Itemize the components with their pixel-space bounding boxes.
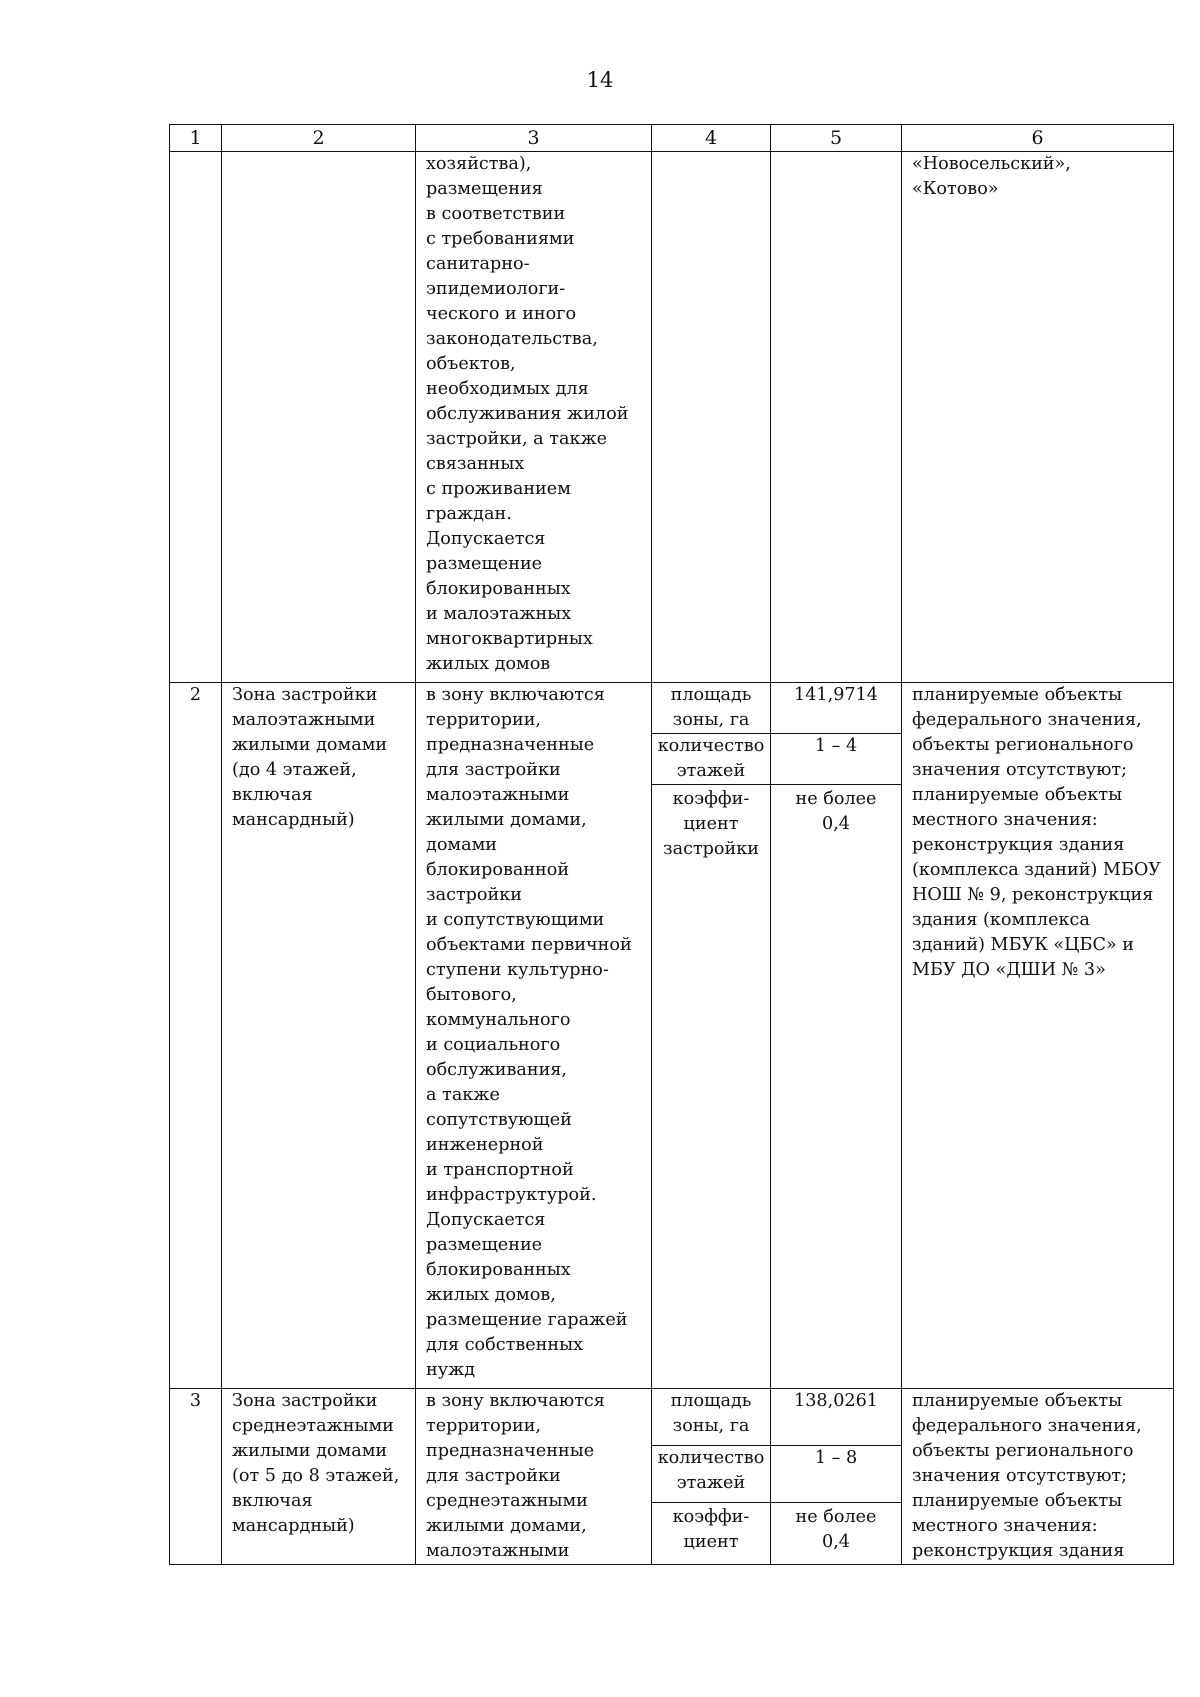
param-coef-label: коэффи- циент застройки [663, 789, 759, 859]
param-values [771, 152, 902, 683]
zone-name: Зона застройки среднеэтажными жилыми домами (от 5 до 8 этажей, включая мансардный) [222, 1389, 416, 1565]
param-floors-value: 1 – 4 [771, 734, 901, 785]
zone-description: в зону включаются территории, предназначенные для застройки малоэтажными жилыми домами, домами блокированной застройки и сопутствующими объектами первичной ступени культурно- бытового, коммунального и социального обслуживания, а также сопутствующей инженерной и транспортной инфраструктурой. Допускается размещение блокированных жилых домов, размещение гаражей для собственных нужд [416, 683, 652, 1389]
row-number: 3 [170, 1389, 222, 1565]
zone-note: планируемые объекты федерального значения, объекты регионального значения отсутствуют; планируемые объекты местного значения: реконструкция здания [902, 1389, 1174, 1565]
param-floors-label: количество этажей [652, 1446, 770, 1503]
param-floors-value: 1 – 8 [771, 1446, 901, 1503]
zone-name: Зона застройки малоэтажными жилыми домами (до 4 этажей, включая мансардный) [222, 683, 416, 1389]
page-number: 14 [586, 68, 614, 92]
param-values [771, 1389, 902, 1565]
param-coef-value: не более 0,4 [795, 1507, 877, 1552]
row-number [170, 152, 222, 683]
param-floors-label: количество этажей [652, 734, 770, 785]
row-number: 2 [170, 683, 222, 1389]
param-coef-value: не более 0,4 [795, 789, 877, 834]
param-coef-label: коэффи- циент [672, 1507, 750, 1552]
param-names [652, 1389, 771, 1565]
header-col-6: 6 [902, 125, 1174, 152]
zones-table [169, 124, 1174, 1565]
zone-name [222, 152, 416, 683]
header-col-2: 2 [222, 125, 416, 152]
table-row [170, 683, 1174, 1389]
table-row [170, 152, 1174, 683]
param-names [652, 152, 771, 683]
param-area-value: 141,9714 [771, 683, 901, 734]
param-values [771, 683, 902, 1389]
param-names [652, 683, 771, 1389]
zone-note: планируемые объекты федерального значения, объекты регионального значения отсутствуют; планируемые объекты местного значения: реконструкция здания (комплекса зданий) МБОУ НОШ № 9, реконструкция здания (комплекса зданий) МБУК «ЦБС» и МБУ ДО «ДШИ № 3» [902, 683, 1174, 1389]
zone-description: хозяйства), размещения в соответствии с требованиями санитарно- эпидемиологи- ческого и иного законодательства, объектов, необходимых для обслуживания жилой застройки, а также связанных с проживанием граждан. Допускается размещение блокированных и малоэтажных многоквартирных жилых домов [416, 152, 652, 683]
param-area-value: 138,0261 [771, 1389, 901, 1446]
param-area-label: площадь зоны, га [652, 683, 770, 734]
param-area-label: площадь зоны, га [652, 1389, 770, 1446]
header-col-3: 3 [416, 125, 652, 152]
header-col-5: 5 [771, 125, 902, 152]
zone-description: в зону включаются территории, предназначенные для застройки среднеэтажными жилыми домами, малоэтажными [416, 1389, 652, 1565]
zone-note: «Новосельский», «Котово» [902, 152, 1174, 683]
header-col-1: 1 [170, 125, 222, 152]
table-header-row [170, 125, 1174, 152]
header-col-4: 4 [652, 125, 771, 152]
table-row [170, 1389, 1174, 1565]
